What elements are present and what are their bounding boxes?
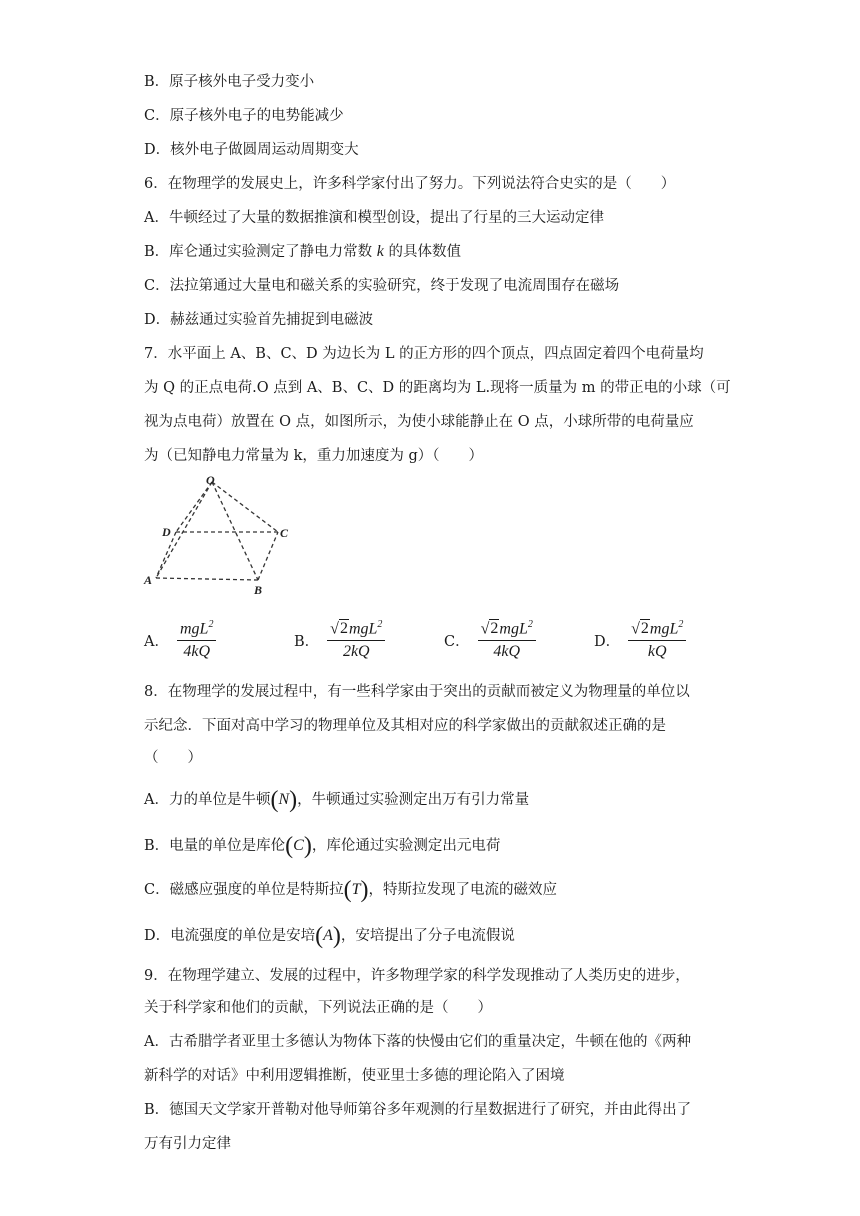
q7-option-a-fraction: $\frac{mgL^2}{4kQ}$ — [177, 619, 216, 661]
q9-option-a-line1: A．古希腊学者亚里士多德认为物体下落的快慢由它们的重量决定，牛顿在他的《两种 — [144, 1034, 691, 1050]
edge-o-c — [212, 482, 278, 532]
q9-option-b-line1: B．德国天文学家开普勒对他导师第谷多年观测的行星数据进行了研究，并由此得出了 — [144, 1102, 692, 1118]
label-d: D — [162, 525, 171, 539]
q5-option-b: B．原子核外电子受力变小 — [144, 74, 315, 90]
q7-option-b: B． $\frac{√2mgL^2}{2kQ}$ — [294, 614, 385, 666]
q7-stem-line3: 视为点电荷）放置在 O 点，如图所示，为使小球能静止在 O 点，小球所带的电荷量应 — [144, 414, 694, 430]
q7-stem-line4: 为（已知静电力常量为 k，重力加速度为 g）（ ） — [144, 448, 484, 464]
q9-option-a-line2: 新科学的对话》中利用逻辑推断，使亚里士多德的理论陷入了困境 — [144, 1068, 565, 1084]
q7-option-c: C． $\frac{√2mgL^2}{4kQ}$ — [444, 614, 536, 666]
q8-option-c: C．磁感应强度的单位是特斯拉(T)，特斯拉发现了电流的磁效应 — [144, 877, 557, 903]
edge-o-d — [176, 482, 212, 532]
q6-option-b: B．库仑通过实验测定了静电力常数 k 的具体数值 — [144, 243, 461, 260]
q7-option-d-fraction: $\frac{√2mgL^2}{kQ}$ — [628, 619, 686, 661]
edge-a-b — [156, 578, 258, 580]
q6-option-d: D．赫兹通过实验首先捕捉到电磁波 — [144, 312, 374, 328]
pyramid-figure — [140, 474, 300, 600]
label-o: O — [206, 474, 215, 487]
q9-stem-line1: 9．在物理学建立、发展的过程中，许多物理学家的科学发现推动了人类历史的进步， — [144, 968, 690, 984]
q8-option-a: A．力的单位是牛顿(N)，牛顿通过实验测定出万有引力常量 — [144, 787, 530, 813]
q6-stem: 6．在物理学的发展史上，许多科学家付出了努力。下列说法符合史实的是（ ） — [144, 176, 676, 192]
q9-option-b-line2: 万有引力定律 — [144, 1136, 231, 1152]
q8-option-d: D．电流强度的单位是安培(A)，安培提出了分子电流假说 — [144, 923, 515, 949]
q5-option-c: C．原子核外电子的电势能减少 — [144, 108, 344, 124]
q6-option-c: C．法拉第通过大量电和磁关系的实验研究，终于发现了电流周围存在磁场 — [144, 278, 620, 294]
label-b: B — [254, 583, 263, 597]
label-c: C — [280, 526, 289, 540]
q7-stem-line2: 为 Q 的正点电荷.O 点到 A、B、C、D 的距离均为 L.现将一质量为 m 的带正电的小球（可 — [144, 380, 731, 396]
q8-option-b: B．电量的单位是库伦(C)，库伦通过实验测定出元电荷 — [144, 833, 501, 859]
q7-option-d: D． $\frac{√2mgL^2}{kQ}$ — [594, 614, 686, 666]
q8-stem-line3: （ ） — [144, 750, 202, 766]
edge-b-c — [258, 532, 278, 580]
edge-o-b — [212, 482, 258, 580]
q6-option-a: A．牛顿经过了大量的数据推演和模型创设，提出了行星的三大运动定律 — [144, 210, 604, 226]
q7-option-b-fraction: $\frac{√2mgL^2}{2kQ}$ — [327, 619, 385, 661]
q7-option-a: A． $\frac{mgL^2}{4kQ}$ — [144, 614, 216, 666]
q7-option-c-fraction: $\frac{√2mgL^2}{4kQ}$ — [478, 619, 536, 661]
label-a: A — [144, 573, 153, 587]
q8-stem-line1: 8．在物理学的发展过程中，有一些科学家由于突出的贡献而被定义为物理量的单位以 — [144, 684, 690, 700]
q7-stem-line1: 7．水平面上 A、B、C、D 为边长为 L 的正方形的四个顶点，四点固定着四个电荷量均 — [144, 346, 704, 362]
q5-option-d: D．核外电子做圆周运动周期变大 — [144, 142, 359, 158]
q8-stem-line2: 示纪念．下面对高中学习的物理单位及其相对应的科学家做出的贡献叙述正确的是 — [144, 718, 666, 734]
q9-stem-line2: 关于科学家和他们的贡献，下列说法正确的是（ ） — [144, 1000, 492, 1016]
